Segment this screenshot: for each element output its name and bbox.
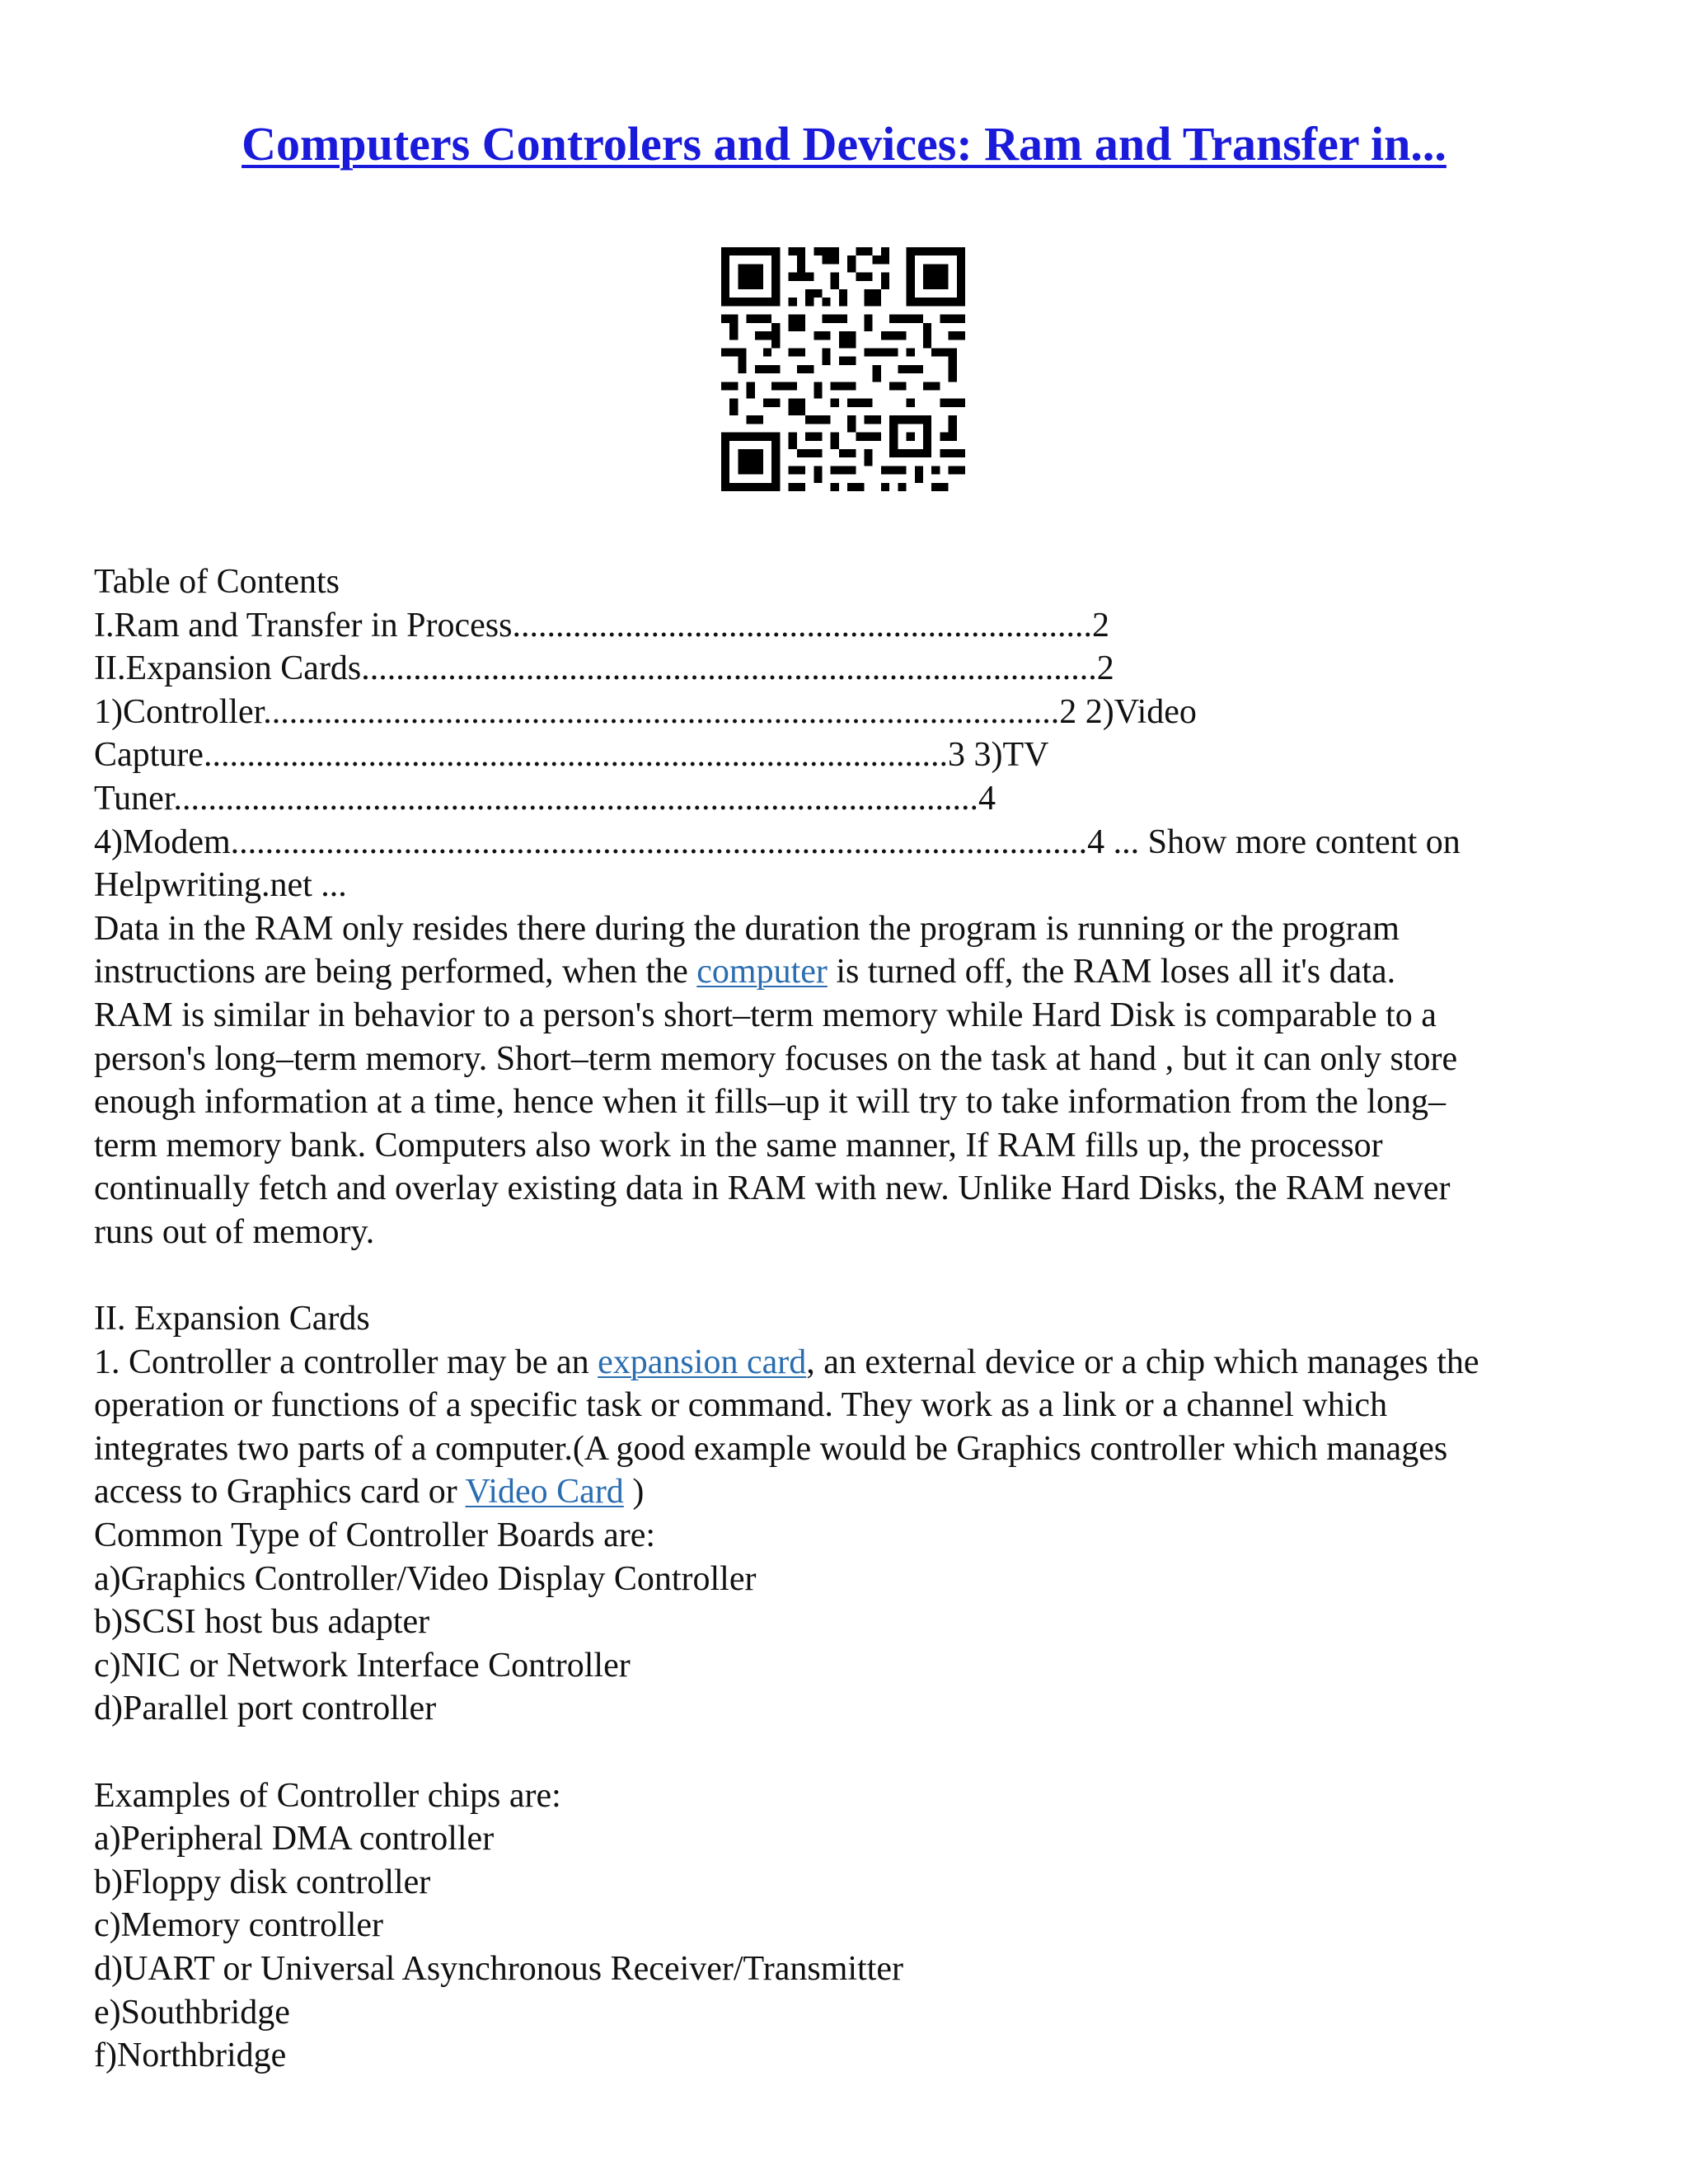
toc-line: I.Ram and Transfer in Process...................................................................2 (94, 606, 1109, 644)
paragraph-text: ) (623, 1473, 645, 1511)
spacer (94, 1254, 1602, 1298)
paragraph-text: is turned off, the RAM loses all it's data. (827, 953, 1396, 991)
expansion-cards-section (94, 1297, 1602, 2078)
list-item: a)Peripheral DMA controller (94, 1820, 495, 1858)
video-card-link[interactable]: Video Card (465, 1473, 624, 1511)
controller-boards-heading: Common Type of Controller Boards are: (94, 1516, 656, 1555)
list-item: f)Northbridge (94, 2036, 287, 2075)
list-item: b)Floppy disk controller (94, 1863, 431, 1901)
computer-link[interactable]: computer (696, 953, 828, 991)
paragraph-line: term memory bank. Computers also work in the same manner, If RAM fills up, the processor (94, 1126, 1383, 1165)
toc-line: Helpwriting.net ... (94, 866, 347, 905)
toc-heading: Table of Contents (94, 563, 340, 601)
paragraph-line: integrates two parts of a computer.(A good example would be Graphics controller which manages (94, 1429, 1448, 1468)
document-body (94, 560, 1602, 2078)
ram-paragraph (94, 907, 1602, 1254)
paragraph-text: instructions are being performed, when the (94, 953, 697, 991)
expansion-card-link[interactable]: expansion card (598, 1343, 807, 1381)
paragraph-line: person's long–term memory. Short–term memory focuses on the task at hand , but it can only store (94, 1039, 1458, 1078)
paragraph-text: 1. Controller a controller may be an (94, 1343, 598, 1381)
paragraph-line: enough information at a time, hence when it fills–up it will try to take information from the long– (94, 1083, 1446, 1122)
controller-chips-heading: Examples of Controller chips are: (94, 1776, 561, 1815)
title-link[interactable]: Computers Controlers and Devices: Ram and Transfer in... (241, 117, 1447, 171)
toc-line: Tuner.............................................................................................4 (94, 779, 996, 818)
paragraph-line (94, 950, 1602, 994)
section-heading: II. Expansion Cards (94, 1300, 370, 1338)
paragraph-text: , an external device or a chip which manages the (806, 1343, 1479, 1381)
paragraph-text: access to Graphics card or (94, 1473, 466, 1511)
page-title (0, 115, 1688, 173)
toc-line: Capture......................................................................................3 3)TV (94, 736, 1049, 775)
list-item: a)Graphics Controller/Video Display Controller (94, 1559, 757, 1598)
list-item: e)Southbridge (94, 1993, 290, 2032)
toc-line: II.Expansion Cards.....................................................................................2 (94, 649, 1114, 688)
list-item: c)Memory controller (94, 1906, 384, 1945)
paragraph-line (94, 1470, 1602, 1514)
table-of-contents (94, 560, 1602, 907)
paragraph-line: RAM is similar in behavior to a person's short–term memory while Hard Disk is comparable to a (94, 996, 1437, 1034)
qr-code-icon (721, 247, 965, 491)
list-item: d)UART or Universal Asynchronous Receiver/Transmitter (94, 1950, 903, 1988)
paragraph-line: Data in the RAM only resides there during the duration the program is running or the program (94, 909, 1400, 948)
paragraph-line: runs out of memory. (94, 1212, 375, 1251)
list-item: b)SCSI host bus adapter (94, 1603, 430, 1642)
paragraph-line (94, 1341, 1602, 1385)
list-item: c)NIC or Network Interface Controller (94, 1646, 631, 1685)
list-item: d)Parallel port controller (94, 1690, 437, 1728)
toc-line: 4)Modem...................................................................................................4 ... Show more content on (94, 823, 1461, 861)
paragraph-line: continually fetch and overlay existing data in RAM with new. Unlike Hard Disks, the RAM never (94, 1169, 1451, 1208)
toc-line: 1)Controller............................................................................................2 2)Video (94, 692, 1197, 731)
paragraph-line: operation or functions of a specific task or command. They work as a link or a channel which (94, 1386, 1388, 1425)
spacer (94, 1731, 1602, 1774)
